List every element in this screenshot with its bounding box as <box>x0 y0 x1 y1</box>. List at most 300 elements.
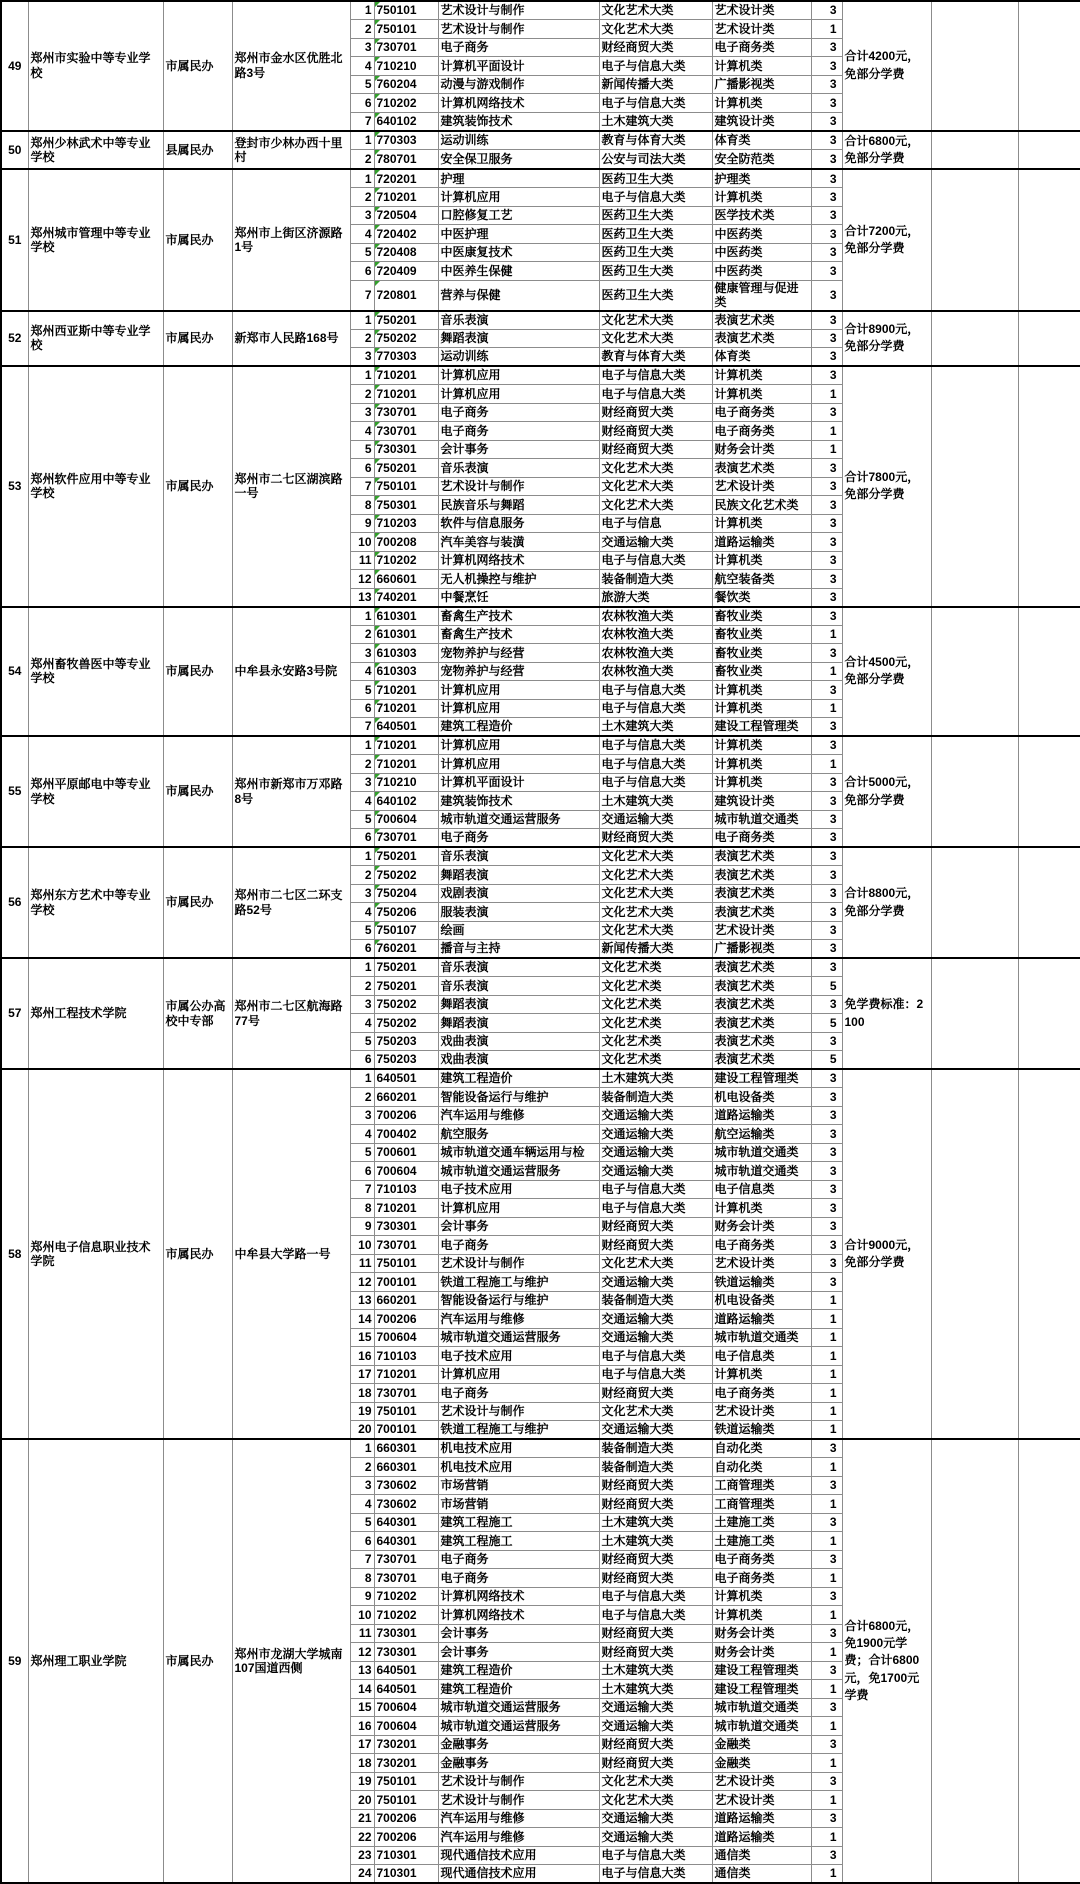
program-index-cell: 8 <box>350 1199 374 1218</box>
program-category-cell: 医药卫生大类 <box>599 262 712 281</box>
program-category-cell: 财经商贸大类 <box>599 1550 712 1569</box>
program-name-cell: 市场营销 <box>438 1476 599 1495</box>
program-index-cell: 2 <box>350 625 374 644</box>
program-category-cell: 财经商贸大类 <box>599 440 712 459</box>
program-subcategory-cell: 健康管理与促进类 <box>712 280 811 310</box>
program-years-cell: 1 <box>811 1680 842 1699</box>
program-name-cell: 智能设备运行与维护 <box>438 1088 599 1107</box>
program-name-cell: 机电技术应用 <box>438 1458 599 1477</box>
program-years-cell: 3 <box>811 403 842 422</box>
program-subcategory-cell: 计算机类 <box>712 736 811 755</box>
program-index-cell: 1 <box>350 366 374 385</box>
table-row <box>1 958 1080 977</box>
program-subcategory-cell: 畜牧业类 <box>712 625 811 644</box>
program-category-cell: 文化艺术类 <box>599 1051 712 1070</box>
program-subcategory-cell: 体育类 <box>712 348 811 367</box>
program-code-cell: 750101 <box>374 1772 438 1791</box>
program-code-cell: 740201 <box>374 588 438 607</box>
program-name-cell: 口腔修复工艺 <box>438 206 599 225</box>
program-index-cell: 1 <box>350 1069 374 1088</box>
program-index-cell: 17 <box>350 1365 374 1384</box>
program-code-cell: 720801 <box>374 280 438 310</box>
program-name-cell: 中医养生保健 <box>438 262 599 281</box>
school-no-cell: 52 <box>1 311 28 367</box>
program-code-cell: 710201 <box>374 699 438 718</box>
program-name-cell: 汽车美容与装潢 <box>438 533 599 552</box>
program-category-cell: 电子与信息 <box>599 514 712 533</box>
program-name-cell: 音乐表演 <box>438 459 599 478</box>
school-name-cell: 郑州平原邮电中等专业学校 <box>28 736 163 847</box>
program-subcategory-cell: 计算机类 <box>712 94 811 113</box>
program-years-cell: 3 <box>811 38 842 57</box>
program-code-cell: 700101 <box>374 1273 438 1292</box>
program-name-cell: 铁道工程施工与维护 <box>438 1273 599 1292</box>
program-index-cell: 2 <box>350 20 374 39</box>
program-name-cell: 铁道工程施工与维护 <box>438 1421 599 1440</box>
program-category-cell: 交通运输大类 <box>599 533 712 552</box>
program-index-cell: 1 <box>350 607 374 626</box>
table-body <box>1 1 1080 1883</box>
program-name-cell: 计算机应用 <box>438 1365 599 1384</box>
program-years-cell: 1 <box>811 422 842 441</box>
program-years-cell: 1 <box>811 625 842 644</box>
program-years-cell: 1 <box>811 1532 842 1551</box>
program-category-cell: 电子与信息大类 <box>599 699 712 718</box>
program-subcategory-cell: 计算机类 <box>712 1365 811 1384</box>
program-name-cell: 计算机应用 <box>438 699 599 718</box>
program-category-cell: 公安与司法大类 <box>599 150 712 169</box>
program-subcategory-cell: 电子商务类 <box>712 1236 811 1255</box>
program-category-cell: 文化艺术大类 <box>599 477 712 496</box>
school-no-cell: 59 <box>1 1439 28 1883</box>
program-index-cell: 7 <box>350 112 374 131</box>
program-index-cell: 5 <box>350 1032 374 1051</box>
program-code-cell: 750301 <box>374 496 438 515</box>
program-index-cell: 10 <box>350 1606 374 1625</box>
program-code-cell: 710203 <box>374 514 438 533</box>
program-years-cell: 1 <box>811 440 842 459</box>
program-years-cell: 3 <box>811 150 842 169</box>
program-category-cell: 财经商贸大类 <box>599 1236 712 1255</box>
program-code-cell: 750203 <box>374 1032 438 1051</box>
program-index-cell: 17 <box>350 1735 374 1754</box>
program-index-cell: 4 <box>350 57 374 76</box>
program-subcategory-cell: 城市轨道交通类 <box>712 1698 811 1717</box>
program-index-cell: 10 <box>350 1236 374 1255</box>
program-name-cell: 计算机网络技术 <box>438 94 599 113</box>
program-category-cell: 文化艺术类 <box>599 977 712 996</box>
program-name-cell: 舞蹈表演 <box>438 1014 599 1033</box>
program-code-cell: 710202 <box>374 1606 438 1625</box>
empty-cell <box>931 169 1018 310</box>
program-code-cell: 730201 <box>374 1754 438 1773</box>
program-subcategory-cell: 计算机类 <box>712 1587 811 1606</box>
program-years-cell: 3 <box>811 866 842 885</box>
program-code-cell: 730701 <box>374 422 438 441</box>
program-subcategory-cell: 自动化类 <box>712 1458 811 1477</box>
program-subcategory-cell: 道路运输类 <box>712 1310 811 1329</box>
program-subcategory-cell: 电子商务类 <box>712 403 811 422</box>
program-subcategory-cell: 计算机类 <box>712 773 811 792</box>
program-name-cell: 汽车运用与维修 <box>438 1310 599 1329</box>
program-subcategory-cell: 航空运输类 <box>712 1125 811 1144</box>
program-name-cell: 运动训练 <box>438 348 599 367</box>
program-category-cell: 电子与信息大类 <box>599 551 712 570</box>
program-code-cell: 750101 <box>374 20 438 39</box>
program-index-cell: 1 <box>350 131 374 150</box>
program-years-cell: 3 <box>811 995 842 1014</box>
program-subcategory-cell: 表演艺术类 <box>712 847 811 866</box>
program-category-cell: 文化艺术大类 <box>599 866 712 885</box>
empty-cell <box>1018 366 1080 607</box>
program-category-cell: 电子与信息大类 <box>599 1587 712 1606</box>
table-row <box>1 1069 1080 1088</box>
program-code-cell: 750101 <box>374 477 438 496</box>
program-index-cell: 3 <box>350 38 374 57</box>
program-index-cell: 2 <box>350 866 374 885</box>
program-code-cell: 660601 <box>374 570 438 589</box>
school-type-cell: 市属民办 <box>163 607 232 737</box>
program-name-cell: 城市轨道交通车辆运用与检 <box>438 1143 599 1162</box>
program-index-cell: 1 <box>350 1439 374 1458</box>
program-code-cell: 640501 <box>374 1661 438 1680</box>
program-name-cell: 城市轨道交通运营服务 <box>438 1162 599 1181</box>
program-subcategory-cell: 艺术设计类 <box>712 1254 811 1273</box>
program-category-cell: 财经商贸大类 <box>599 1754 712 1773</box>
program-subcategory-cell: 中医药类 <box>712 262 811 281</box>
program-category-cell: 电子与信息大类 <box>599 94 712 113</box>
program-years-cell: 3 <box>811 1273 842 1292</box>
program-name-cell: 播音与主持 <box>438 940 599 959</box>
program-name-cell: 机电技术应用 <box>438 1439 599 1458</box>
table-row <box>1 311 1080 330</box>
program-code-cell: 750201 <box>374 847 438 866</box>
program-code-cell: 730701 <box>374 1550 438 1569</box>
program-name-cell: 电子商务 <box>438 38 599 57</box>
program-code-cell: 710210 <box>374 773 438 792</box>
empty-cell <box>931 311 1018 367</box>
program-index-cell: 12 <box>350 1643 374 1662</box>
program-code-cell: 660201 <box>374 1291 438 1310</box>
program-code-cell: 750202 <box>374 329 438 348</box>
program-name-cell: 市场营销 <box>438 1495 599 1514</box>
program-code-cell: 710202 <box>374 94 438 113</box>
program-years-cell: 3 <box>811 1587 842 1606</box>
program-index-cell: 23 <box>350 1846 374 1865</box>
program-subcategory-cell: 艺术设计类 <box>712 1791 811 1810</box>
empty-cell <box>931 607 1018 737</box>
program-category-cell: 文化艺术大类 <box>599 496 712 515</box>
program-category-cell: 医药卫生大类 <box>599 225 712 244</box>
program-code-cell: 710201 <box>374 755 438 774</box>
program-subcategory-cell: 艺术设计类 <box>712 1402 811 1421</box>
program-years-cell: 3 <box>811 57 842 76</box>
program-name-cell: 电子技术应用 <box>438 1180 599 1199</box>
program-name-cell: 计算机平面设计 <box>438 57 599 76</box>
program-code-cell: 610303 <box>374 644 438 663</box>
program-index-cell: 9 <box>350 1587 374 1606</box>
program-category-cell: 交通运输大类 <box>599 1328 712 1347</box>
program-subcategory-cell: 民族文化艺术类 <box>712 496 811 515</box>
program-index-cell: 6 <box>350 94 374 113</box>
empty-cell <box>1018 131 1080 170</box>
program-subcategory-cell: 财务会计类 <box>712 1624 811 1643</box>
program-category-cell: 农林牧渔大类 <box>599 662 712 681</box>
program-years-cell: 3 <box>811 329 842 348</box>
program-subcategory-cell: 表演艺术类 <box>712 884 811 903</box>
program-years-cell: 1 <box>811 1421 842 1440</box>
program-index-cell: 6 <box>350 1532 374 1551</box>
program-subcategory-cell: 城市轨道交通类 <box>712 1162 811 1181</box>
program-years-cell: 3 <box>811 243 842 262</box>
program-category-cell: 电子与信息大类 <box>599 57 712 76</box>
program-code-cell: 730701 <box>374 1569 438 1588</box>
program-years-cell: 1 <box>811 1458 842 1477</box>
program-subcategory-cell: 财务会计类 <box>712 1217 811 1236</box>
program-code-cell: 710201 <box>374 736 438 755</box>
program-name-cell: 软件与信息服务 <box>438 514 599 533</box>
program-name-cell: 城市轨道交通运营服务 <box>438 1717 599 1736</box>
program-subcategory-cell: 电子商务类 <box>712 422 811 441</box>
program-subcategory-cell: 建设工程管理类 <box>712 1661 811 1680</box>
program-code-cell: 750204 <box>374 884 438 903</box>
program-years-cell: 3 <box>811 131 842 150</box>
program-name-cell: 计算机应用 <box>438 736 599 755</box>
program-years-cell: 3 <box>811 1069 842 1088</box>
empty-cell <box>1018 311 1080 367</box>
program-years-cell: 3 <box>811 736 842 755</box>
fee-note-cell: 合计4200元，免部分学费 <box>842 1 931 131</box>
program-code-cell: 710103 <box>374 1180 438 1199</box>
program-index-cell: 2 <box>350 150 374 169</box>
program-category-cell: 交通运输大类 <box>599 810 712 829</box>
program-category-cell: 文化艺术大类 <box>599 903 712 922</box>
program-index-cell: 3 <box>350 995 374 1014</box>
program-subcategory-cell: 电子商务类 <box>712 829 811 848</box>
program-subcategory-cell: 城市轨道交通类 <box>712 1328 811 1347</box>
program-subcategory-cell: 机电设备类 <box>712 1291 811 1310</box>
school-address-cell: 郑州市二七区航海路77号 <box>232 958 350 1069</box>
school-type-cell: 市属民办 <box>163 847 232 958</box>
school-address-cell: 登封市少林办西十里村 <box>232 131 350 170</box>
program-code-cell: 750206 <box>374 903 438 922</box>
program-subcategory-cell: 道路运输类 <box>712 1106 811 1125</box>
program-years-cell: 3 <box>811 1199 842 1218</box>
table-row <box>1 131 1080 150</box>
program-code-cell: 770303 <box>374 348 438 367</box>
program-name-cell: 中医护理 <box>438 225 599 244</box>
program-index-cell: 4 <box>350 225 374 244</box>
program-years-cell: 3 <box>811 280 842 310</box>
program-name-cell: 民族音乐与舞蹈 <box>438 496 599 515</box>
program-category-cell: 土木建筑大类 <box>599 1513 712 1532</box>
program-subcategory-cell: 表演艺术类 <box>712 995 811 1014</box>
school-address-cell: 郑州市上街区济源路1号 <box>232 169 350 310</box>
program-category-cell: 土木建筑大类 <box>599 1532 712 1551</box>
program-years-cell: 1 <box>811 1310 842 1329</box>
program-years-cell: 3 <box>811 206 842 225</box>
program-category-cell: 电子与信息大类 <box>599 773 712 792</box>
school-type-cell: 市属民办 <box>163 1069 232 1439</box>
program-subcategory-cell: 畜牧业类 <box>712 644 811 663</box>
program-category-cell: 财经商贸大类 <box>599 1735 712 1754</box>
program-years-cell: 1 <box>811 385 842 404</box>
program-years-cell: 1 <box>811 1643 842 1662</box>
program-subcategory-cell: 工商管理类 <box>712 1476 811 1495</box>
program-category-cell: 文化艺术大类 <box>599 1791 712 1810</box>
program-subcategory-cell: 计算机类 <box>712 514 811 533</box>
program-name-cell: 舞蹈表演 <box>438 329 599 348</box>
program-code-cell: 700604 <box>374 1328 438 1347</box>
school-name-cell: 郑州畜牧兽医中等专业学校 <box>28 607 163 737</box>
program-code-cell: 750201 <box>374 459 438 478</box>
empty-cell <box>931 1439 1018 1883</box>
program-index-cell: 7 <box>350 718 374 737</box>
program-years-cell: 3 <box>811 884 842 903</box>
program-years-cell: 3 <box>811 496 842 515</box>
program-subcategory-cell: 自动化类 <box>712 1439 811 1458</box>
program-category-cell: 电子与信息大类 <box>599 736 712 755</box>
program-years-cell: 3 <box>811 94 842 113</box>
program-years-cell: 3 <box>811 588 842 607</box>
program-name-cell: 汽车运用与维修 <box>438 1809 599 1828</box>
program-name-cell: 艺术设计与制作 <box>438 1 599 20</box>
program-name-cell: 中医康复技术 <box>438 243 599 262</box>
school-address-cell: 中牟县大学路一号 <box>232 1069 350 1439</box>
program-name-cell: 畜禽生产技术 <box>438 607 599 626</box>
program-index-cell: 10 <box>350 533 374 552</box>
program-years-cell: 3 <box>811 1 842 20</box>
program-category-cell: 交通运输大类 <box>599 1106 712 1125</box>
program-years-cell: 3 <box>811 570 842 589</box>
program-years-cell: 3 <box>811 1180 842 1199</box>
program-name-cell: 戏剧表演 <box>438 884 599 903</box>
program-category-cell: 财经商贸大类 <box>599 1384 712 1403</box>
program-years-cell: 1 <box>811 755 842 774</box>
program-category-cell: 文化艺术大类 <box>599 847 712 866</box>
program-subcategory-cell: 计算机类 <box>712 1606 811 1625</box>
program-code-cell: 700601 <box>374 1143 438 1162</box>
program-subcategory-cell: 铁道运输类 <box>712 1273 811 1292</box>
program-years-cell: 3 <box>811 792 842 811</box>
program-code-cell: 700208 <box>374 533 438 552</box>
school-name-cell: 郑州城市管理中等专业学校 <box>28 169 163 310</box>
program-years-cell: 3 <box>811 1476 842 1495</box>
program-name-cell: 计算机应用 <box>438 385 599 404</box>
program-years-cell: 3 <box>811 366 842 385</box>
program-index-cell: 8 <box>350 496 374 515</box>
program-subcategory-cell: 城市轨道交通类 <box>712 810 811 829</box>
table-row <box>1 169 1080 188</box>
program-name-cell: 音乐表演 <box>438 847 599 866</box>
program-name-cell: 服装表演 <box>438 903 599 922</box>
program-code-cell: 640501 <box>374 718 438 737</box>
program-code-cell: 710201 <box>374 385 438 404</box>
program-name-cell: 会计事务 <box>438 1217 599 1236</box>
program-subcategory-cell: 表演艺术类 <box>712 311 811 330</box>
program-index-cell: 6 <box>350 829 374 848</box>
program-subcategory-cell: 电子信息类 <box>712 1347 811 1366</box>
program-code-cell: 730701 <box>374 38 438 57</box>
program-name-cell: 音乐表演 <box>438 958 599 977</box>
program-subcategory-cell: 表演艺术类 <box>712 329 811 348</box>
program-category-cell: 财经商贸大类 <box>599 403 712 422</box>
program-years-cell: 1 <box>811 20 842 39</box>
program-category-cell: 交通运输大类 <box>599 1143 712 1162</box>
program-category-cell: 电子与信息大类 <box>599 1180 712 1199</box>
program-code-cell: 730701 <box>374 403 438 422</box>
program-code-cell: 730701 <box>374 1236 438 1255</box>
program-subcategory-cell: 计算机类 <box>712 188 811 207</box>
program-name-cell: 会计事务 <box>438 1624 599 1643</box>
program-subcategory-cell: 表演艺术类 <box>712 1032 811 1051</box>
program-index-cell: 2 <box>350 329 374 348</box>
program-name-cell: 舞蹈表演 <box>438 866 599 885</box>
program-years-cell: 1 <box>811 1291 842 1310</box>
fee-note-cell: 合计6800元，免1900元学费；合计6800元，免1700元学费 <box>842 1439 931 1883</box>
empty-cell <box>1018 169 1080 310</box>
program-code-cell: 770303 <box>374 131 438 150</box>
program-years-cell: 3 <box>811 1236 842 1255</box>
program-subcategory-cell: 计算机类 <box>712 551 811 570</box>
program-subcategory-cell: 机电设备类 <box>712 1088 811 1107</box>
program-code-cell: 750201 <box>374 311 438 330</box>
program-years-cell: 1 <box>811 1717 842 1736</box>
program-years-cell: 3 <box>811 477 842 496</box>
empty-cell <box>931 736 1018 847</box>
school-type-cell: 市属公办高校中专部 <box>163 958 232 1069</box>
program-code-cell: 780701 <box>374 150 438 169</box>
program-subcategory-cell: 土建施工类 <box>712 1532 811 1551</box>
program-subcategory-cell: 通信类 <box>712 1865 811 1884</box>
program-index-cell: 1 <box>350 169 374 188</box>
program-name-cell: 宠物养护与经营 <box>438 662 599 681</box>
school-name-cell: 郑州西亚斯中等专业学校 <box>28 311 163 367</box>
fee-note-cell: 合计7800元，免部分学费 <box>842 366 931 607</box>
program-name-cell: 建筑装饰技术 <box>438 112 599 131</box>
empty-cell <box>1018 1 1080 131</box>
program-years-cell: 3 <box>811 459 842 478</box>
program-index-cell: 18 <box>350 1754 374 1773</box>
program-years-cell: 3 <box>811 810 842 829</box>
program-code-cell: 700402 <box>374 1125 438 1144</box>
program-category-cell: 新闻传播大类 <box>599 75 712 94</box>
program-years-cell: 3 <box>811 112 842 131</box>
program-subcategory-cell: 表演艺术类 <box>712 977 811 996</box>
program-subcategory-cell: 艺术设计类 <box>712 20 811 39</box>
program-index-cell: 22 <box>350 1828 374 1847</box>
program-code-cell: 750202 <box>374 1014 438 1033</box>
program-index-cell: 12 <box>350 1273 374 1292</box>
program-index-cell: 3 <box>350 644 374 663</box>
program-code-cell: 700101 <box>374 1421 438 1440</box>
program-years-cell: 3 <box>811 718 842 737</box>
program-code-cell: 720504 <box>374 206 438 225</box>
program-subcategory-cell: 电子商务类 <box>712 1569 811 1588</box>
program-category-cell: 农林牧渔大类 <box>599 607 712 626</box>
program-name-cell: 现代通信技术应用 <box>438 1846 599 1865</box>
program-years-cell: 1 <box>811 1791 842 1810</box>
program-years-cell: 3 <box>811 681 842 700</box>
program-name-cell: 计算机应用 <box>438 1199 599 1218</box>
fee-note-cell: 合计7200元，免部分学费 <box>842 169 931 310</box>
school-type-cell: 市属民办 <box>163 311 232 367</box>
program-subcategory-cell: 电子商务类 <box>712 38 811 57</box>
program-name-cell: 现代通信技术应用 <box>438 1865 599 1884</box>
program-code-cell: 700206 <box>374 1828 438 1847</box>
program-years-cell: 3 <box>811 1846 842 1865</box>
program-category-cell: 教育与体育大类 <box>599 348 712 367</box>
